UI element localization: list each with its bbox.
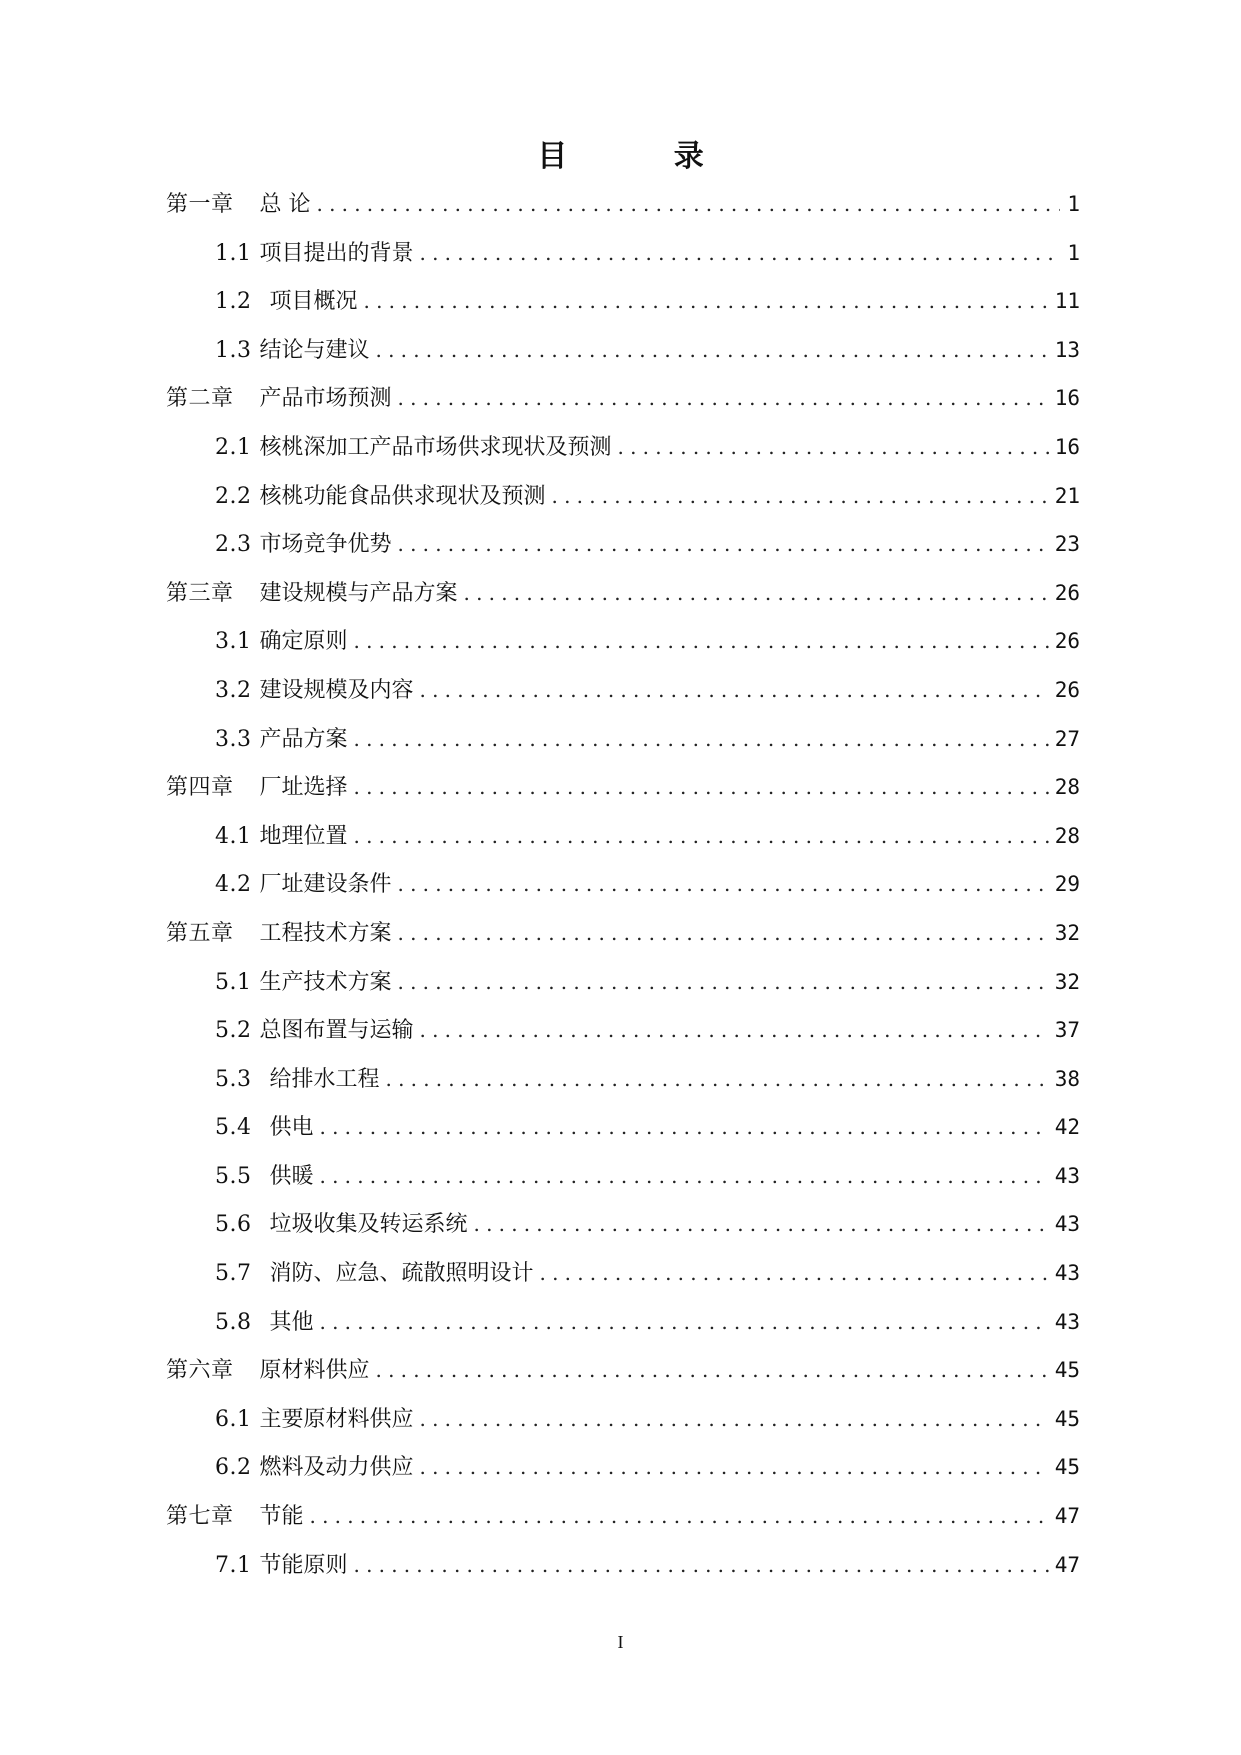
toc-entry-label: 原材料供应 bbox=[259, 1358, 370, 1384]
toc-entry-number: 第一章 bbox=[166, 192, 234, 217]
toc-chapter-entry[interactable] bbox=[166, 1492, 1080, 1541]
toc-entry-number: 1.3 bbox=[215, 337, 252, 363]
toc-entry-page: 1 bbox=[1067, 240, 1080, 265]
toc-entry-label: 建设规模及内容 bbox=[259, 677, 414, 703]
toc-entry-label: 核桃功能食品供求现状及预测 bbox=[259, 483, 546, 509]
toc-entry-label: 燃料及动力供应 bbox=[259, 1455, 414, 1481]
toc-dot-leader bbox=[354, 1541, 1049, 1590]
toc-entry-number: 5.3 bbox=[215, 1066, 252, 1092]
toc-entry-page: 43 bbox=[1054, 1163, 1080, 1188]
toc-entry-page: 28 bbox=[1054, 823, 1080, 848]
toc-entry-label: 项目概况 bbox=[269, 289, 358, 315]
toc-entry-label: 生产技术方案 bbox=[259, 969, 392, 995]
toc-entry-page: 16 bbox=[1054, 386, 1080, 411]
toc-dot-leader bbox=[320, 1298, 1049, 1347]
toc-dot-leader bbox=[398, 520, 1049, 569]
toc-entry-label: 核桃深加工产品市场供求现状及预测 bbox=[259, 434, 612, 460]
toc-section-entry[interactable] bbox=[166, 1103, 1080, 1152]
toc-entry-label: 其他 bbox=[269, 1309, 314, 1335]
toc-dot-leader bbox=[386, 1055, 1049, 1104]
toc-entry-number: 2.3 bbox=[215, 532, 252, 558]
toc-dot-leader bbox=[552, 472, 1049, 521]
toc-entry-number: 7.1 bbox=[215, 1552, 252, 1578]
toc-chapter-entry[interactable] bbox=[166, 374, 1080, 423]
toc-chapter-entry[interactable] bbox=[166, 569, 1080, 618]
toc-entry-number: 5.6 bbox=[215, 1212, 252, 1238]
toc-entry-page: 32 bbox=[1054, 920, 1080, 945]
toc-section-entry[interactable] bbox=[166, 1249, 1080, 1298]
toc-entry-page: 37 bbox=[1054, 1018, 1080, 1043]
toc-chapter-entry[interactable] bbox=[166, 909, 1080, 958]
toc-entry-page: 26 bbox=[1054, 629, 1080, 654]
toc-dot-leader bbox=[376, 326, 1049, 375]
toc-section-entry[interactable] bbox=[166, 326, 1080, 375]
toc-dot-leader bbox=[398, 909, 1049, 958]
toc-entry-number: 6.2 bbox=[215, 1455, 252, 1481]
toc-entry-label: 节能原则 bbox=[259, 1552, 348, 1578]
toc-section-entry[interactable] bbox=[166, 1055, 1080, 1104]
toc-entry-label: 工程技术方案 bbox=[259, 920, 392, 946]
toc-entry-page: 45 bbox=[1054, 1406, 1080, 1431]
toc-section-entry[interactable] bbox=[166, 860, 1080, 909]
toc-entry-number: 第六章 bbox=[166, 1358, 234, 1384]
toc-entry-label: 垃圾收集及转运系统 bbox=[269, 1212, 468, 1238]
toc-entry-page: 21 bbox=[1054, 483, 1080, 508]
table-of-contents bbox=[166, 180, 1080, 1589]
toc-entry-label: 产品市场预测 bbox=[259, 386, 392, 412]
toc-chapter-entry[interactable] bbox=[166, 763, 1080, 812]
toc-entry-label: 厂址选择 bbox=[259, 775, 348, 801]
toc-entry-page: 38 bbox=[1054, 1066, 1080, 1091]
toc-section-entry[interactable] bbox=[166, 229, 1080, 278]
toc-dot-leader bbox=[420, 1006, 1049, 1055]
toc-entry-label: 市场竞争优势 bbox=[259, 532, 392, 558]
toc-entry-page: 45 bbox=[1054, 1358, 1080, 1383]
toc-entry-label: 地理位置 bbox=[259, 823, 348, 849]
toc-dot-leader bbox=[618, 423, 1049, 472]
toc-entry-number: 4.1 bbox=[215, 823, 252, 849]
toc-chapter-entry[interactable] bbox=[166, 180, 1080, 229]
toc-entry-number: 5.7 bbox=[215, 1261, 252, 1287]
toc-dot-leader bbox=[474, 1200, 1049, 1249]
toc-entry-number: 第二章 bbox=[166, 386, 234, 412]
toc-entry-label: 节能 bbox=[259, 1504, 304, 1530]
toc-section-entry[interactable] bbox=[166, 1152, 1080, 1201]
toc-entry-page: 27 bbox=[1054, 726, 1080, 751]
toc-entry-label: 总 论 bbox=[259, 192, 311, 217]
toc-section-entry[interactable] bbox=[166, 1395, 1080, 1444]
toc-section-entry[interactable] bbox=[166, 1443, 1080, 1492]
page-number: I bbox=[617, 1632, 624, 1652]
toc-entry-label: 给排水工程 bbox=[269, 1066, 380, 1092]
toc-entry-page: 47 bbox=[1054, 1552, 1080, 1577]
toc-entry-label: 厂址建设条件 bbox=[259, 872, 392, 898]
toc-entry-label: 结论与建议 bbox=[259, 337, 370, 363]
toc-dot-leader bbox=[420, 1395, 1049, 1444]
toc-dot-leader bbox=[464, 569, 1049, 618]
toc-entry-number: 5.1 bbox=[215, 969, 252, 995]
toc-section-entry[interactable] bbox=[166, 1006, 1080, 1055]
toc-entry-page: 1 bbox=[1067, 192, 1080, 216]
toc-entry-label: 建设规模与产品方案 bbox=[259, 580, 458, 606]
toc-entry-page: 28 bbox=[1054, 775, 1080, 800]
toc-entry-page: 29 bbox=[1054, 872, 1080, 897]
toc-entry-number: 1.2 bbox=[215, 289, 252, 315]
toc-dot-leader bbox=[354, 763, 1049, 812]
toc-entry-page: 47 bbox=[1054, 1504, 1080, 1529]
toc-dot-leader bbox=[398, 374, 1049, 423]
toc-entry-number: 5.2 bbox=[215, 1018, 252, 1044]
toc-dot-leader bbox=[420, 666, 1049, 715]
toc-dot-leader bbox=[320, 1103, 1049, 1152]
toc-dot-leader bbox=[310, 1492, 1049, 1541]
toc-entry-label: 产品方案 bbox=[259, 726, 348, 752]
toc-section-entry[interactable] bbox=[166, 423, 1080, 472]
page-title: 目 录 bbox=[537, 139, 752, 174]
toc-entry-number: 第五章 bbox=[166, 920, 234, 946]
toc-dot-leader bbox=[320, 1152, 1049, 1201]
toc-section-entry[interactable] bbox=[166, 812, 1080, 861]
toc-entry-number: 5.8 bbox=[215, 1309, 252, 1335]
toc-entry-number: 5.5 bbox=[215, 1163, 252, 1189]
toc-section-entry[interactable] bbox=[166, 617, 1080, 666]
toc-section-entry[interactable] bbox=[166, 1541, 1080, 1590]
toc-entry-label: 供暖 bbox=[269, 1163, 314, 1189]
toc-entry-number: 3.2 bbox=[215, 677, 252, 703]
toc-section-entry[interactable] bbox=[166, 715, 1080, 764]
toc-section-entry[interactable] bbox=[166, 520, 1080, 569]
toc-section-entry[interactable] bbox=[166, 958, 1080, 1007]
toc-dot-leader bbox=[317, 180, 1060, 229]
toc-dot-leader bbox=[398, 958, 1049, 1007]
toc-dot-leader bbox=[354, 715, 1049, 764]
toc-entry-label: 供电 bbox=[269, 1115, 314, 1141]
toc-entry-number: 2.1 bbox=[215, 434, 252, 460]
toc-entry-number: 5.4 bbox=[215, 1115, 252, 1141]
toc-entry-page: 26 bbox=[1054, 580, 1080, 605]
toc-entry-number: 1.1 bbox=[215, 240, 252, 266]
toc-entry-page: 13 bbox=[1054, 337, 1080, 362]
toc-entry-page: 11 bbox=[1054, 289, 1080, 314]
toc-entry-page: 43 bbox=[1054, 1309, 1080, 1334]
toc-dot-leader bbox=[398, 860, 1049, 909]
toc-entry-page: 16 bbox=[1054, 434, 1080, 459]
toc-dot-leader bbox=[420, 1443, 1049, 1492]
toc-dot-leader bbox=[364, 277, 1049, 326]
toc-section-entry[interactable] bbox=[166, 472, 1080, 521]
toc-section-entry[interactable] bbox=[166, 277, 1080, 326]
toc-section-entry[interactable] bbox=[166, 1298, 1080, 1347]
toc-entry-number: 第三章 bbox=[166, 580, 234, 606]
toc-entry-label: 确定原则 bbox=[259, 629, 348, 655]
toc-section-entry[interactable] bbox=[166, 666, 1080, 715]
toc-entry-page: 32 bbox=[1054, 969, 1080, 994]
toc-chapter-entry[interactable] bbox=[166, 1346, 1080, 1395]
toc-entry-label: 主要原材料供应 bbox=[259, 1406, 414, 1432]
toc-entry-page: 42 bbox=[1054, 1115, 1080, 1140]
toc-dot-leader bbox=[376, 1346, 1049, 1395]
toc-entry-number: 第四章 bbox=[166, 775, 234, 801]
toc-entry-page: 45 bbox=[1054, 1455, 1080, 1480]
toc-section-entry[interactable] bbox=[166, 1200, 1080, 1249]
toc-entry-number: 3.1 bbox=[215, 629, 252, 655]
toc-dot-leader bbox=[354, 617, 1049, 666]
toc-entry-page: 23 bbox=[1054, 532, 1080, 557]
toc-entry-number: 6.1 bbox=[215, 1406, 252, 1432]
toc-entry-page: 43 bbox=[1054, 1261, 1080, 1286]
toc-dot-leader bbox=[354, 812, 1049, 861]
toc-entry-label: 项目提出的背景 bbox=[259, 240, 414, 266]
toc-entry-number: 4.2 bbox=[215, 872, 252, 898]
toc-entry-page: 26 bbox=[1054, 677, 1080, 702]
toc-entry-page: 43 bbox=[1054, 1212, 1080, 1237]
toc-dot-leader bbox=[420, 229, 1060, 278]
toc-entry-number: 2.2 bbox=[215, 483, 252, 509]
toc-entry-number: 第七章 bbox=[166, 1504, 234, 1530]
toc-entry-label: 消防、应急、疏散照明设计 bbox=[269, 1261, 534, 1287]
toc-entry-number: 3.3 bbox=[215, 726, 252, 752]
toc-dot-leader bbox=[540, 1249, 1049, 1298]
toc-entry-label: 总图布置与运输 bbox=[259, 1018, 414, 1044]
